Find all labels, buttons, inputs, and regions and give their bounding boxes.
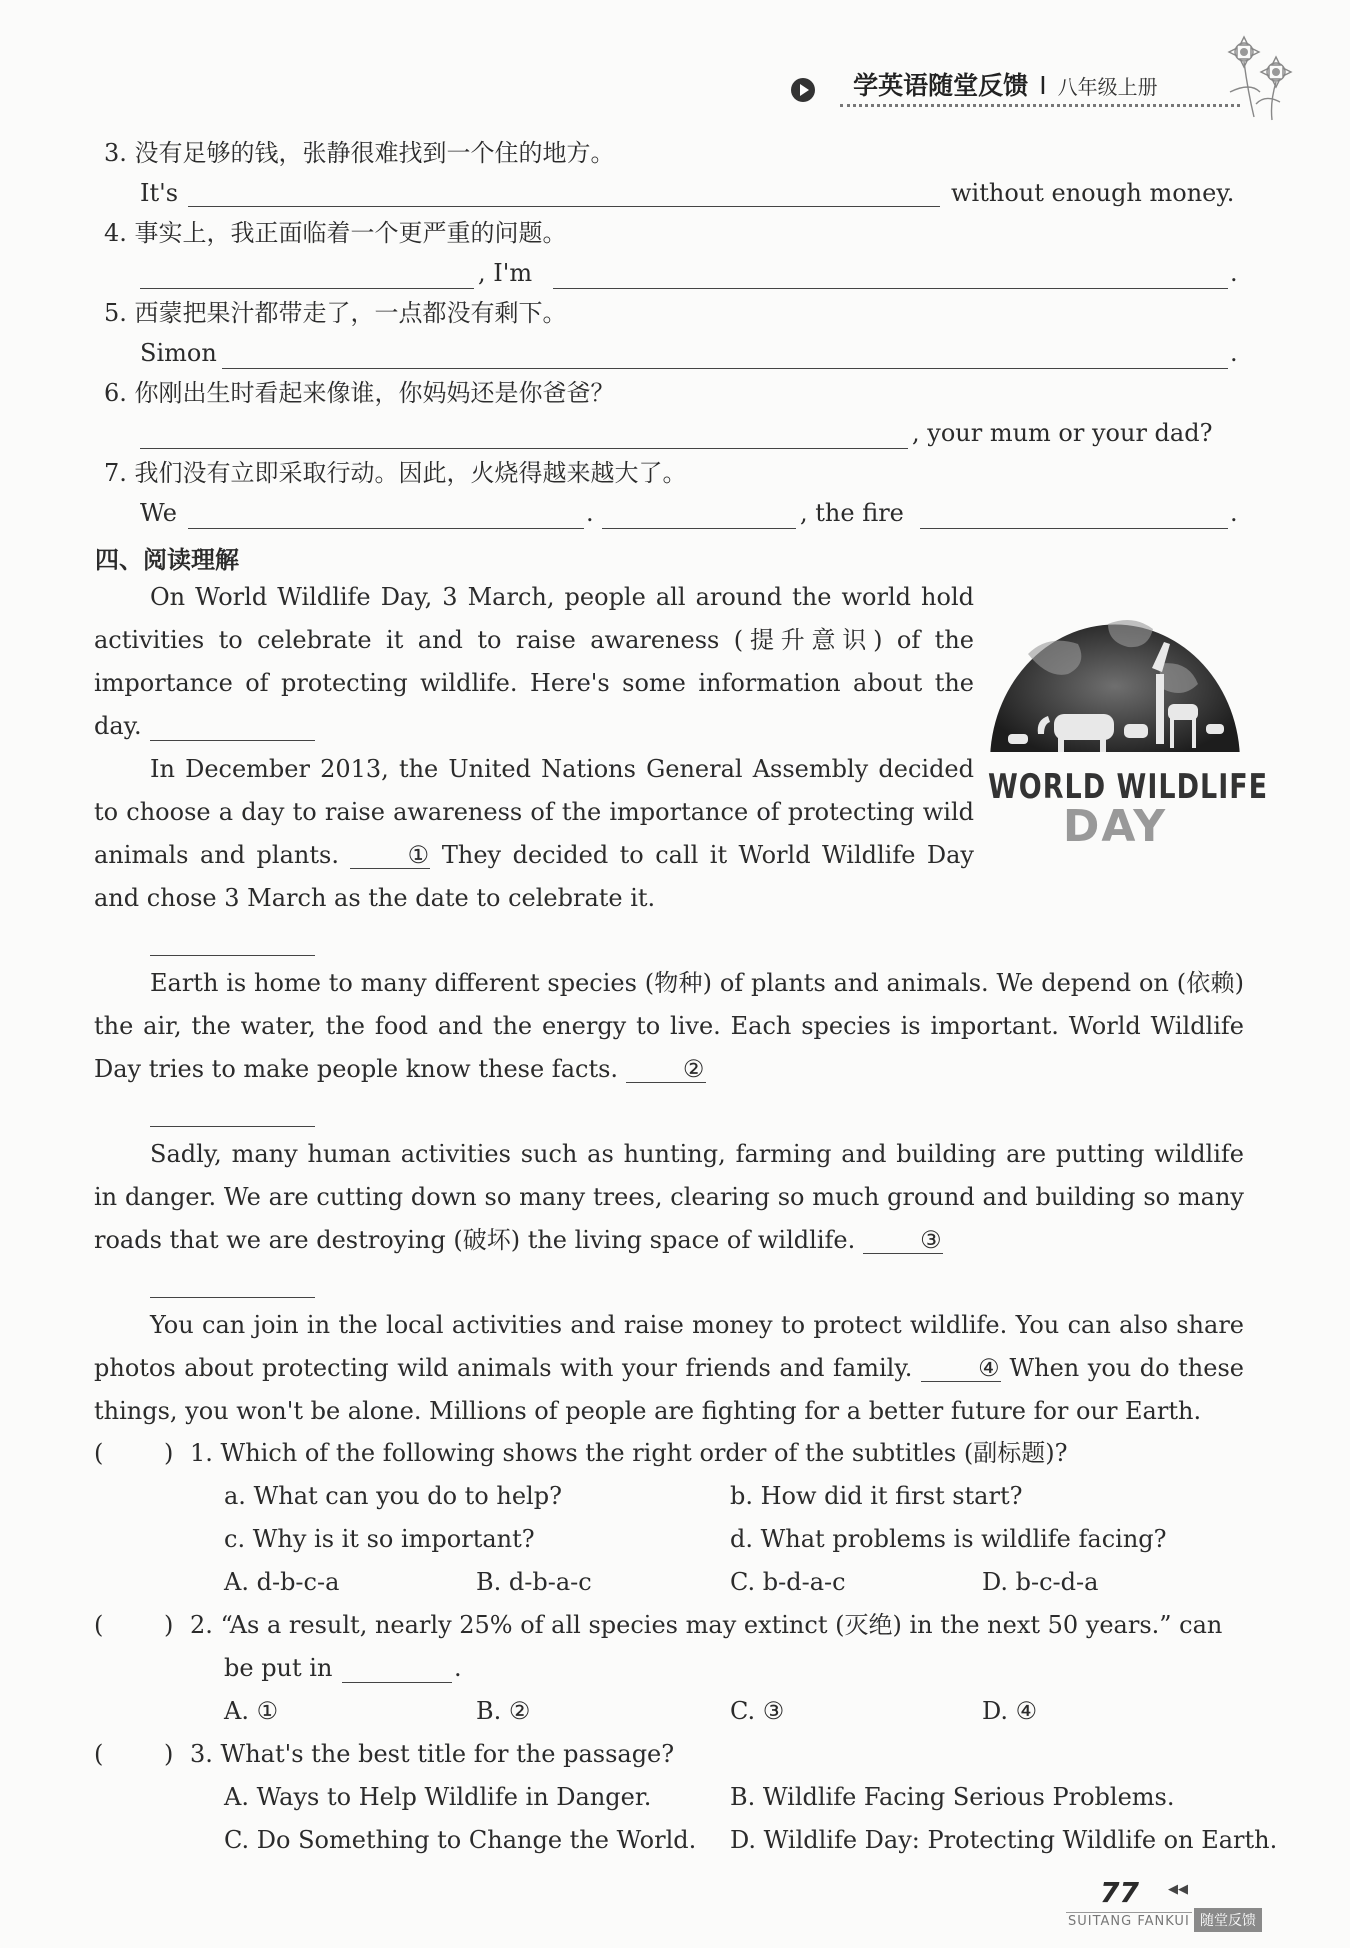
header-title: 学英语随堂反馈 [853,71,1029,100]
question-1-option-a[interactable]: A. d-b-c-a [224,1568,340,1596]
footer-rule [1066,1912,1192,1913]
question-1-answer-slot[interactable] [110,1438,160,1468]
passage-intro: On World Wildlife Day, 3 March, people all around the world hold activities to celebrate it and to raise awareness (提升意识) of the importance of protecting wildlife. Here's some information about the day. [94,583,974,740]
question-1-stem: 1. Which of the following shows the right order of the subtitles (副标题)? [190,1439,1068,1467]
question-2-paren-open: ( [94,1611,104,1639]
item-3-answer-blank[interactable] [188,206,940,207]
item-3-en-end: without enough money. [951,179,1235,207]
question-1-option-c[interactable]: C. b-d-a-c [730,1568,846,1596]
sunflower-decoration-icon [1210,22,1310,122]
image-caption-line2: DAY [1062,801,1168,852]
page-number: 77 [1100,1876,1139,1909]
gap-4[interactable]: ④ [921,1355,1001,1382]
subtitle-blank-1[interactable] [150,740,315,741]
item-4-cn: 4. 事实上，我正面临着一个更严重的问题。 [104,219,567,247]
item-7-en-mid2: , the fire [800,499,904,527]
item-7-answer-blank-1[interactable] [188,528,584,529]
gap-3[interactable]: ③ [863,1227,943,1254]
item-5-en-start: Simon [140,339,217,367]
subtitle-blank-2[interactable] [150,955,315,956]
question-2-answer-slot[interactable] [110,1610,160,1640]
item-5-en-end: . [1230,339,1238,367]
item-4-en-end: . [1230,259,1238,287]
question-3-option-b[interactable]: B. Wildlife Facing Serious Problems. [730,1783,1175,1811]
question-1-option-b[interactable]: B. d-b-a-c [476,1568,592,1596]
item-7-cn: 7. 我们没有立即采取行动。因此，火烧得越来越大了。 [104,459,687,487]
item-4-en-mid: , I'm [478,259,533,287]
question-2-option-d[interactable]: D. ④ [982,1697,1038,1725]
passage-paragraph-3: Sadly, many human activities such as hunting, farming and building are putting wildlife in danger. We are cutting down so many trees, clearing so much ground and building so many roads that we are destroying (破坏) the living space of wildlife. ③ [94,1140,1244,1254]
item-6-cn: 6. 你刚出生时看起来像谁，你妈妈还是你爸爸？ [104,379,615,407]
passage-paragraph-1: In December 2013, the United Nations General Assembly decided to choose a day to raise awareness of the importance of protecting wild animals and plants. ① They decided to call it World Wildlife Day and chose 3 March as the date to celebrate it. [94,755,974,912]
question-2-blank[interactable] [342,1682,452,1683]
subtitle-blank-4[interactable] [150,1297,315,1298]
gap-2[interactable]: ② [626,1056,706,1083]
item-3-cn: 3. 没有足够的钱，张静很难找到一个住的地方。 [104,139,615,167]
question-3-option-c[interactable]: C. Do Something to Change the World. [224,1826,697,1854]
item-7-en-end: . [1230,499,1238,527]
question-3-option-d[interactable]: D. Wildlife Day: Protecting Wildlife on Earth. [730,1826,1278,1854]
section-title: 四、阅读理解 [95,546,239,574]
item-7-answer-blank-2[interactable] [602,528,796,529]
passage-paragraph-2: Earth is home to many different species (物种) of plants and animals. We depend on (依赖) the air, the water, the food and the energy to live. Each species is important. World Wildlife Day tries to make people know these facts. ② [94,969,1244,1083]
question-1-paren-open: ( [94,1439,104,1467]
image-caption-line1: WORLD WILDLIFE [988,768,1269,807]
question-3-stem: 3. What's the best title for the passage? [190,1740,675,1768]
item-4-answer-blank-2[interactable] [553,288,1228,289]
question-1-sub-c: c. Why is it so important? [224,1525,535,1553]
gap-1[interactable]: ① [350,842,430,869]
header-bar [790,66,1158,103]
item-5-cn: 5. 西蒙把果汁都带走了，一点都没有剩下。 [104,299,567,327]
footer-brand-cn: 随堂反馈 [1194,1908,1262,1932]
footer-arrows-icon: ◀◀ [1168,1882,1188,1897]
question-2-option-b[interactable]: B. ② [476,1697,531,1725]
header-dotted-rule [840,104,1240,107]
question-3-paren-open: ( [94,1740,104,1768]
header-separator: I [1039,71,1047,100]
item-6-answer-blank[interactable] [140,448,908,449]
item-5-answer-blank[interactable] [222,368,1228,369]
question-1-sub-d: d. What problems is wildlife facing? [730,1525,1167,1553]
item-7-answer-blank-3[interactable] [920,528,1228,529]
subtitle-blank-3[interactable] [150,1126,315,1127]
footer-brand-en: SUITANG FANKUI [1068,1914,1190,1929]
question-3-answer-slot[interactable] [110,1739,160,1769]
question-2-option-a[interactable]: A. ① [224,1697,279,1725]
question-2-stem: 2. “As a result, nearly 25% of all species may extinct (灭绝) in the next 50 years.” can [190,1611,1223,1639]
item-6-en-end: , your mum or your dad? [912,419,1213,447]
item-3-en-start: It's [140,179,179,207]
question-1-paren-close: ) [164,1439,174,1467]
item-7-en-mid: . [586,499,594,527]
question-1-sub-a: a. What can you do to help? [224,1482,562,1510]
question-2-stem-line2: be put in [224,1654,333,1682]
question-2-stem-end: . [454,1654,462,1682]
item-7-en-start: We [140,499,177,527]
question-3-paren-close: ) [164,1740,174,1768]
question-1-option-d[interactable]: D. b-c-d-a [982,1568,1099,1596]
world-wildlife-day-image [988,584,1269,852]
passage-paragraph-4: You can join in the local activities and raise money to protect wildlife. You can also share photos about protecting wild animals with your friends and family. ④ When you do these things, you won't be alone. Millions of people are fighting for a better future for our Earth. [94,1311,1244,1425]
question-2-paren-close: ) [164,1611,174,1639]
question-1-sub-b: b. How did it first start? [730,1482,1023,1510]
wildlife-globe-icon [988,584,1242,774]
question-2-option-c[interactable]: C. ③ [730,1697,785,1725]
play-icon [790,77,816,103]
header-grade: 八年级上册 [1057,75,1158,99]
item-4-answer-blank-1[interactable] [140,288,474,289]
question-3-option-a[interactable]: A. Ways to Help Wildlife in Danger. [224,1783,652,1811]
